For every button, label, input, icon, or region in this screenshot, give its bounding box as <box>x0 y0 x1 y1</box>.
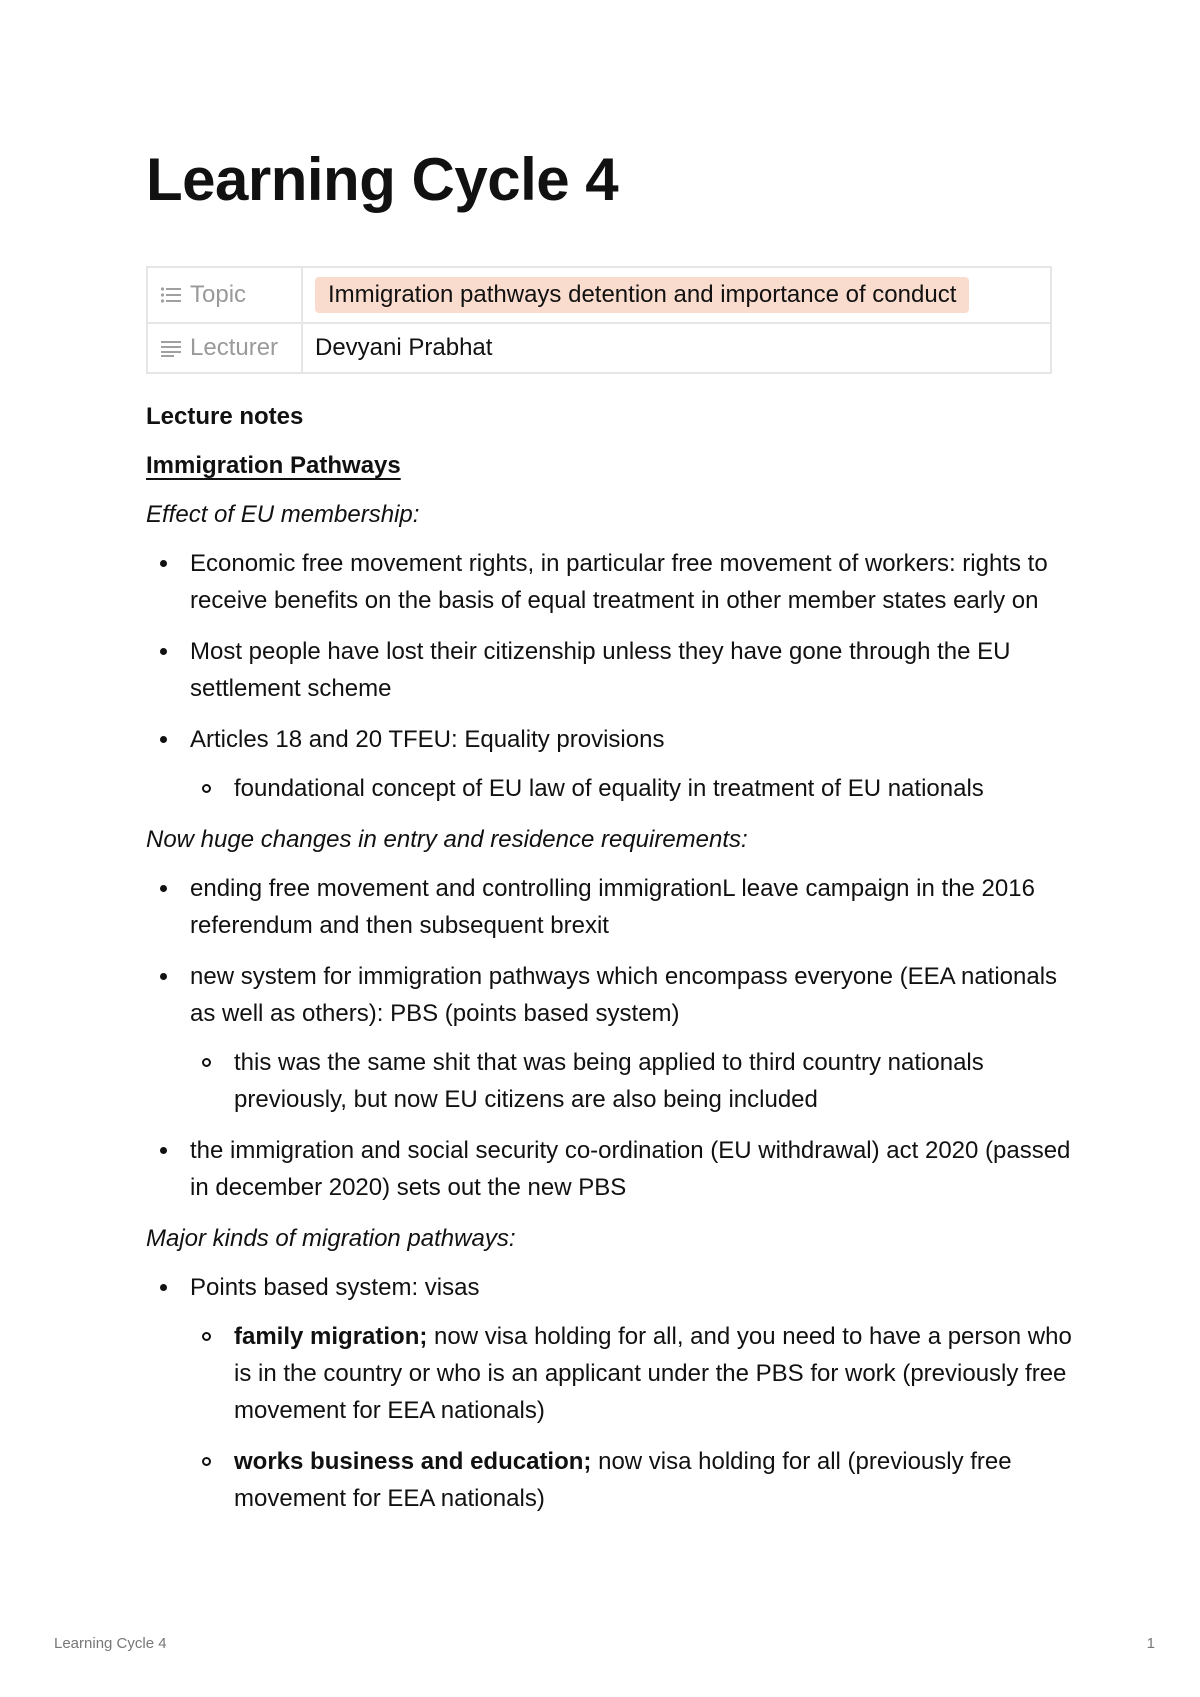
list-item-text: new system for immigration pathways which encompass everyone (EEA nationals as well as others): PBS (points based system) <box>190 963 1058 1027</box>
property-key-lecturer <box>147 323 302 373</box>
properties-table <box>146 266 1052 374</box>
footer-doc-name: Learning Cycle 4 <box>54 1635 167 1652</box>
sub-list <box>190 770 1076 807</box>
sub-list-item: this was the same shit that was being applied to third country nationals previously, but now EU citizens are also being included <box>190 1044 1076 1118</box>
list-icon <box>160 283 182 301</box>
list-item: Most people have lost their citizenship unless they have gone through the EU settlement scheme <box>146 633 1076 707</box>
sub-item-bold: family migration; <box>234 1323 428 1350</box>
sub-item-text: now visa holding for all (previously free movement for EEA nationals) <box>234 1448 1012 1512</box>
list-item-text: Points based system: visas <box>190 1274 480 1301</box>
sub-list <box>190 1044 1076 1118</box>
text-lines-icon <box>160 336 182 354</box>
list-item: Economic free movement rights, in particular free movement of workers: rights to receive benefits on the basis of equal treatment in other member states early on <box>146 545 1076 619</box>
sub-list <box>190 1318 1076 1517</box>
property-value-topic[interactable] <box>302 267 1051 323</box>
sub-item-bold: works business and education; <box>234 1448 592 1475</box>
pathways-list <box>146 1269 1076 1517</box>
sub-list-item: foundational concept of EU law of equality in treatment of EU nationals <box>190 770 1076 807</box>
list-item <box>146 958 1076 1118</box>
lecture-notes-heading: Lecture notes <box>146 403 304 430</box>
sub-item-text: now visa holding for all, and you need to have a person who is in the country or who is an applicant under the PBS for work (previously free movement for EEA nationals) <box>234 1323 1072 1424</box>
sub-list-item <box>190 1443 1076 1517</box>
property-label-topic: Topic <box>190 281 247 308</box>
changes-heading: Now huge changes in entry and residence requirements: <box>146 826 748 853</box>
eu-membership-heading: Effect of EU membership: <box>146 501 420 528</box>
document-body <box>146 398 1076 1531</box>
list-item <box>146 721 1076 807</box>
section-heading: Immigration Pathways <box>146 452 401 479</box>
property-key-topic <box>147 267 302 323</box>
eu-membership-list <box>146 545 1076 807</box>
list-item-text: Articles 18 and 20 TFEU: Equality provisions <box>190 726 665 753</box>
footer-page-number: 1 <box>1146 1635 1155 1652</box>
pathways-heading: Major kinds of migration pathways: <box>146 1225 516 1252</box>
property-row-lecturer <box>147 323 1051 373</box>
list-item <box>146 1269 1076 1517</box>
property-value-lecturer[interactable]: Devyani Prabhat <box>302 323 1051 373</box>
topic-tag[interactable]: Immigration pathways detention and importance of conduct <box>315 277 969 313</box>
property-row-topic <box>147 267 1051 323</box>
list-item: the immigration and social security co-ordination (EU withdrawal) act 2020 (passed in december 2020) sets out the new PBS <box>146 1132 1076 1206</box>
list-item: ending free movement and controlling immigrationL leave campaign in the 2016 referendum and then subsequent brexit <box>146 870 1076 944</box>
sub-list-item <box>190 1318 1076 1429</box>
page-title: Learning Cycle 4 <box>146 146 619 213</box>
changes-list <box>146 870 1076 1206</box>
property-label-lecturer: Lecturer <box>190 334 279 361</box>
